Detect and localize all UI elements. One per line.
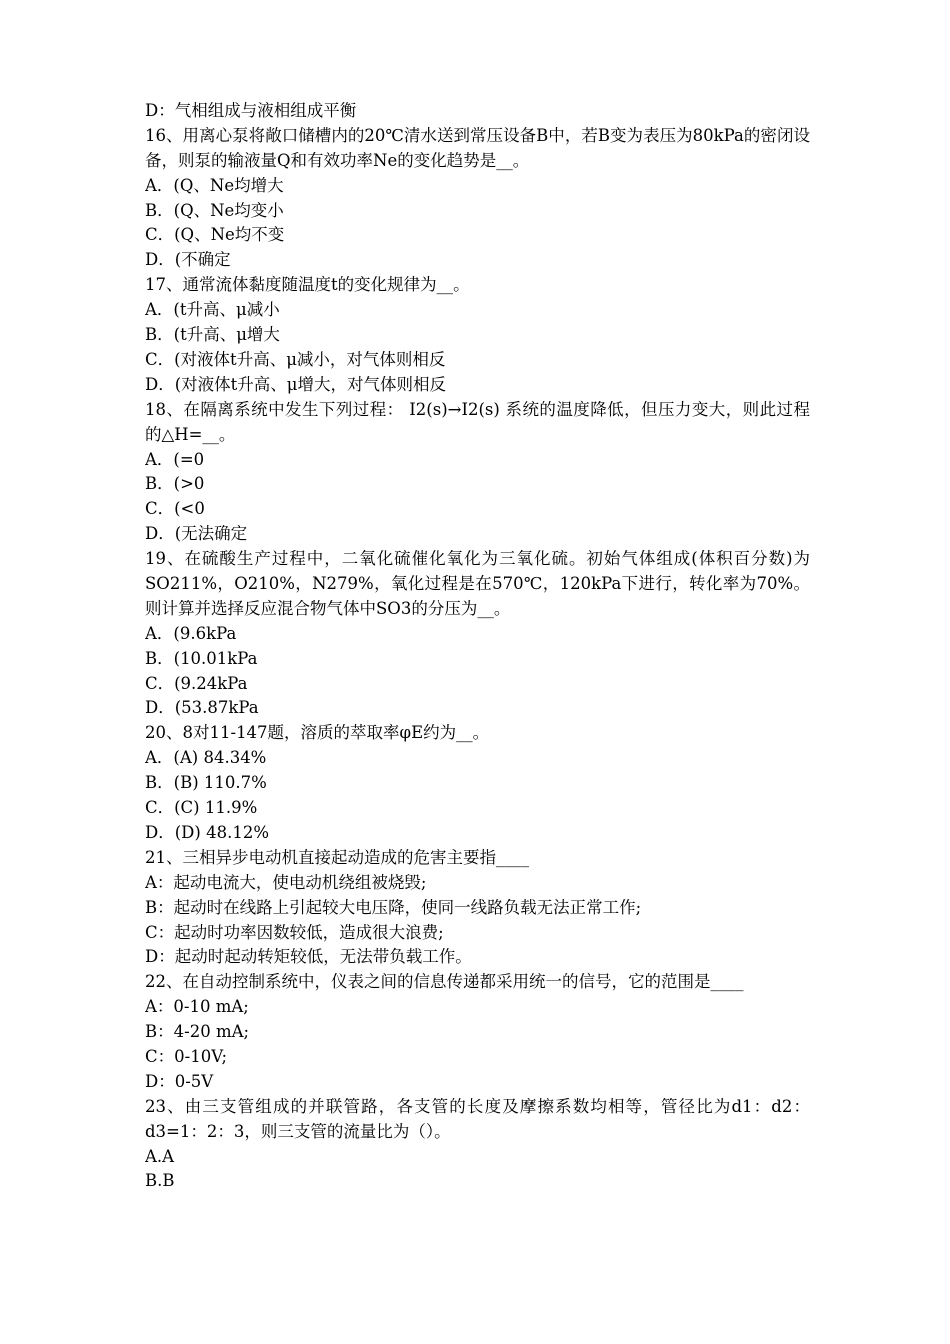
option-line: C．(9.24kPa — [145, 673, 248, 693]
option-line: B．(Q、Ne均变小 — [145, 200, 284, 220]
option-line: A：0-10 mA; — [145, 997, 249, 1017]
option-line: A.A — [145, 1146, 175, 1166]
option-line: D：起动时起动转矩较低，无法带负载工作。 — [145, 947, 472, 967]
question-16: 16、用离心泵将敞口储槽内的20℃清水送到常压设备B中，若B变为表压为80kPa的密闭设备，则泵的输液量Q和有效功率Ne的变化趋势是__。 — [145, 125, 810, 170]
question-20: 20、8对11-147题，溶质的萃取率φE约为__。 — [145, 723, 490, 743]
text-line: D：气相组成与液相组成平衡 — [145, 101, 357, 120]
option-line: C．(C) 11.9% — [145, 798, 258, 818]
document-page — [145, 99, 810, 1194]
option-line: A．(=0 — [145, 449, 205, 469]
option-line: A．(9.6kPa — [145, 623, 237, 643]
question-18: 18、在隔离系统中发生下列过程： I2(s)→I2(s) 系统的温度降低，但压力变大，则此过程的△H=__。 — [145, 399, 810, 444]
option-line: A．(Q、Ne均增大 — [145, 175, 284, 195]
question-21: 21、三相异步电动机直接起动造成的危害主要指____ — [145, 847, 529, 867]
option-line: D．(D) 48.12% — [145, 822, 269, 842]
option-line: B.B — [145, 1171, 175, 1191]
option-line: C：0-10V; — [145, 1046, 228, 1066]
question-19: 19、在硫酸生产过程中，二氧化硫催化氧化为三氧化硫。初始气体组成(体积百分数)为SO211%，O210%，N279%，氧化过程是在570℃，120kPa下进行，转化率为70%。则计算并选择反应混合物气体中SO3的分压为__。 — [145, 549, 810, 618]
option-line: D．(53.87kPa — [145, 698, 259, 718]
question-17: 17、通常流体黏度随温度t的变化规律为__。 — [145, 275, 470, 295]
option-line: A：起动电流大，使电动机绕组被烧毁; — [145, 872, 427, 892]
option-line: C．(对液体t升高、μ减小，对气体则相反 — [145, 349, 446, 369]
option-line: A．(A) 84.34% — [145, 748, 267, 768]
option-line: D．(不确定 — [145, 250, 231, 270]
option-line: C：起动时功率因数较低，造成很大浪费; — [145, 922, 444, 942]
option-line: A．(t升高、μ减小 — [145, 300, 280, 320]
option-line: B．(t升高、μ增大 — [145, 325, 280, 345]
option-line: C．(<0 — [145, 499, 205, 519]
option-line: B．(B) 110.7% — [145, 773, 267, 793]
option-line: D：0-5V — [145, 1071, 214, 1091]
question-23: 23、由三支管组成的并联管路，各支管的长度及摩擦系数均相等，管径比为d1：d2：d3=1：2：3，则三支管的流量比为（）。 — [145, 1096, 810, 1141]
option-line: D．(无法确定 — [145, 524, 248, 544]
option-line: B．(10.01kPa — [145, 648, 258, 668]
question-22: 22、在自动控制系统中，仪表之间的信息传递都采用统一的信号，它的范围是____ — [145, 972, 744, 992]
option-line: C．(Q、Ne均不变 — [145, 225, 285, 245]
option-line: D．(对液体t升高、μ增大，对气体则相反 — [145, 374, 447, 394]
option-line: B：起动时在线路上引起较大电压降，使同一线路负载无法正常工作; — [145, 897, 642, 917]
option-line: B：4-20 mA; — [145, 1022, 250, 1042]
option-line: B．(>0 — [145, 474, 205, 494]
